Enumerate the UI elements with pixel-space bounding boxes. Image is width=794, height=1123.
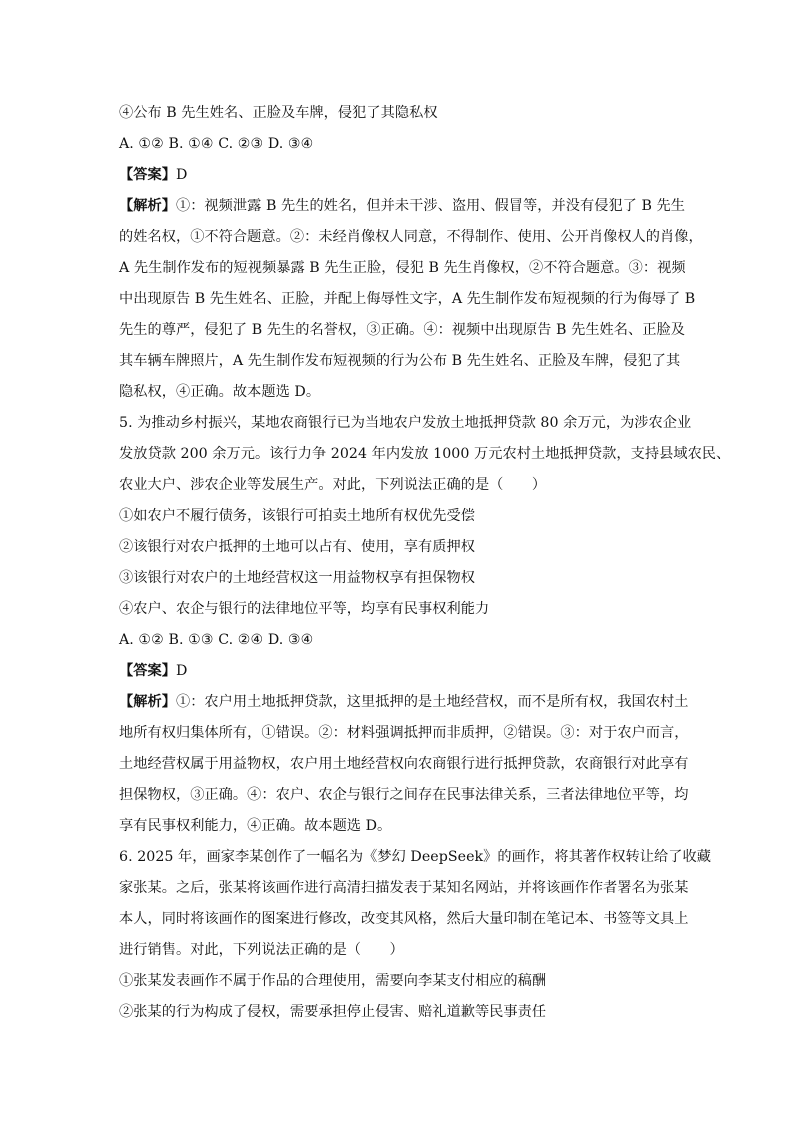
text-span: ④农户、农企与银行的法律地位平等，均享有民事权利能力 [119,601,490,617]
analysis-line [119,754,689,774]
analysis-line [119,351,689,371]
analysis-text: ①：农户用土地抵押贷款，这里抵押的是土地经营权，而不是所有权，我国农村土 [175,694,689,710]
option-line-3 [119,568,689,588]
text-span: 农业大户、涉农企业等发展生产。对此，下列说法正确的是（ ） [119,477,547,493]
text-span: 地所有权归集体所有，①错误。②：材料强调抵押而非质押，②错误。③：对于农户而言， [119,725,689,741]
text-span: A. ①② B. ①③ C. ②④ D. ③④ [119,632,314,648]
analysis-line [119,320,689,340]
text-span: 土地经营权属于用益物权，农户用土地经营权向农商银行进行抵押贷款，农商银行对此享有 [119,756,689,772]
text-span: 6. 2025 年，画家李某创作了一幅名为《梦幻 DeepSeek》的画作，将其著作权转让给了收藏 [119,849,711,865]
analysis-line [119,816,689,836]
text-span: ②张某的行为构成了侵权，需要承担停止侵害、赔礼道歉等民事责任 [119,1004,547,1020]
option-line-4 [119,103,689,123]
question-6-stem [119,909,689,929]
answer-label: 【答案】 [119,167,176,183]
option-line-2 [119,537,689,557]
text-span: A 先生制作发布的短视频暴露 B 先生正脸，侵犯 B 先生肖像权，②不符合题意。③：视频 [119,260,686,276]
question-5-stem [119,444,731,464]
analysis-text: ①：视频泄露 B 先生的姓名，但并未干涉、盗用、假冒等，并没有侵犯了 B 先生 [175,198,685,214]
text-span: 的姓名权，①不符合题意。②：未经肖像权人同意，不得制作、使用、公开肖像权人的肖像， [119,229,703,245]
option-line-1 [119,971,689,991]
text-span: 担保物权，③正确。④：农户、农企与银行之间存在民事法律关系，三者法律地位平等，均 [119,787,689,803]
text-span: 进行销售。对此，下列说法正确的是（ ） [119,942,404,958]
analysis-line [119,785,689,805]
text-span: 本人，同时将该画作的图案进行修改，改变其风格，然后大量印制在笔记本、书签等文具上 [119,911,689,927]
answer-choices [119,134,689,154]
question-5-stem [119,413,692,433]
answer-line [119,661,689,681]
question-5-stem [119,475,689,495]
analysis-line [119,258,689,278]
answer-line [119,165,689,185]
analysis-line [119,289,696,309]
text-span: ③该银行对农户的土地经营权这一用益物权享有担保物权 [119,570,475,586]
text-span: A. ①② B. ①④ C. ②③ D. ③④ [119,136,314,152]
answer-value: D [175,663,188,679]
question-6-stem [119,847,711,867]
answer-choices [119,630,689,650]
answer-label: 【答案】 [119,663,176,679]
option-line-2 [119,1002,689,1022]
text-span: ④公布 B 先生姓名、正脸及车牌，侵犯了其隐私权 [119,105,438,121]
text-span: ②该银行对农户抵押的土地可以占有、使用，享有质押权 [119,539,475,555]
analysis-label: 【解析】 [119,198,176,214]
question-6-stem [119,878,689,898]
text-span: ①如农户不履行债务，该银行可拍卖土地所有权优先受偿 [119,508,475,524]
analysis-line [119,382,689,402]
text-span: ①张某发表画作不属于作品的合理使用，需要向李某支付相应的稿酬 [119,973,547,989]
text-span: 中出现原告 B 先生姓名、正脸，并配上侮辱性文字，A 先生制作发布短视频的行为侮辱了 B [119,291,696,307]
option-line-4 [119,599,689,619]
text-span: 5. 为推动乡村振兴，某地农商银行已为当地农户发放土地抵押贷款 80 余万元，为涉农企业 [119,415,692,431]
analysis-line [119,196,689,216]
text-span: 享有民事权利能力，④正确。故本题选 D。 [119,818,392,834]
analysis-line [119,723,689,743]
analysis-line [119,227,703,247]
answer-value: D [175,167,188,183]
text-span: 隐私权，④正确。故本题选 D。 [119,384,321,400]
text-span: 先生的尊严，侵犯了 B 先生的名誉权，③正确。④：视频中出现原告 B 先生姓名、正脸及 [119,322,685,338]
analysis-label: 【解析】 [119,694,176,710]
option-line-1 [119,506,689,526]
text-span: 其车辆车牌照片，A 先生制作发布短视频的行为公布 B 先生姓名、正脸及车牌，侵犯了其 [119,353,681,369]
text-span: 发放贷款 200 余万元。该行力争 2024 年内发放 1000 万元农村土地抵押贷款，支持县域农民、 [119,446,731,462]
analysis-line [119,692,689,712]
text-span: 家张某。之后，张某将该画作进行高清扫描发表于某知名网站，并将该画作作者署名为张某 [119,880,689,896]
question-6-stem [119,940,689,960]
